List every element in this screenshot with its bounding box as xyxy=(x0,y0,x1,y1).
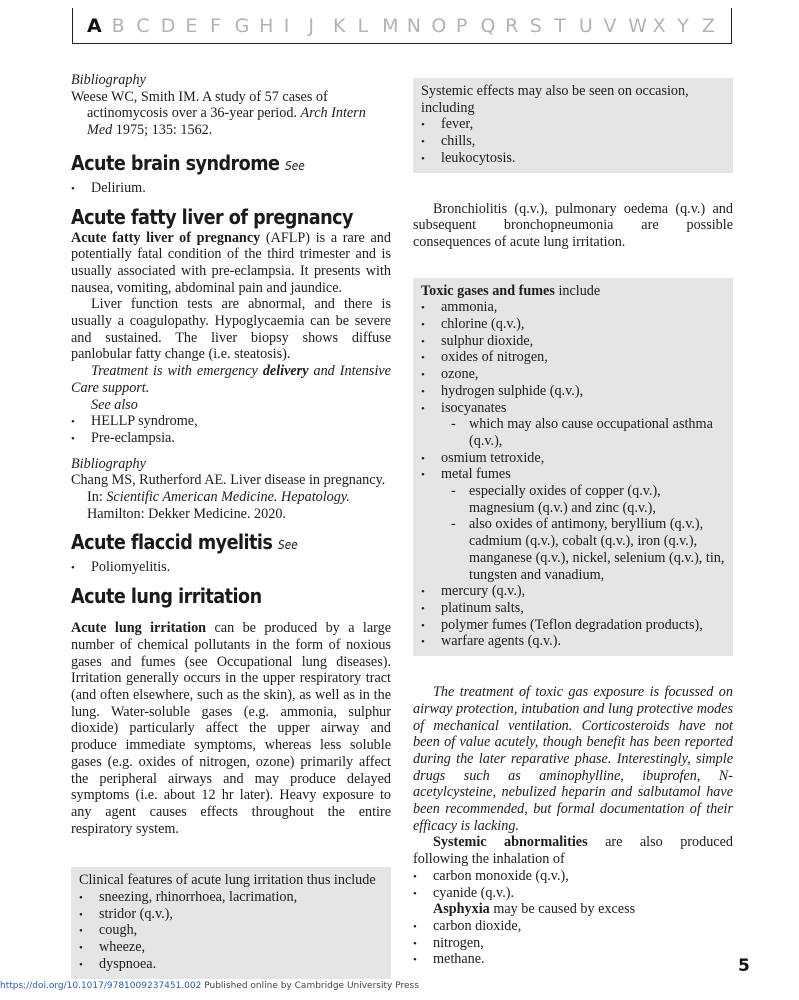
sub-list-item: - which may also cause occupational asthma (q.v.), xyxy=(441,416,725,449)
alphabet-letter-g[interactable]: G xyxy=(234,14,250,37)
alphabet-letter-k[interactable]: K xyxy=(332,14,346,37)
list-item: • hydrogen sulphide (q.v.), xyxy=(421,383,725,400)
list-item: • mercury (q.v.), xyxy=(421,583,725,600)
alphabet-letter-y[interactable]: Y xyxy=(677,14,689,37)
toxic-gases-box xyxy=(413,278,733,656)
alphabet-letter-n[interactable]: N xyxy=(406,14,421,37)
see-reference: See xyxy=(277,538,298,553)
see-also-label: See also xyxy=(91,396,138,413)
alphabet-letter-q[interactable]: Q xyxy=(480,14,496,37)
fatty-paragraph-2: Liver function tests are abnormal, and there is usually a coagulopathy. Hypoglycaemia can be severe and sustained. The liver biopsy shows diffuse panlobular fatty change (i.e. steatosis). xyxy=(71,296,391,363)
entry-heading-acute-brain-syndrome xyxy=(71,151,353,178)
box-intro: Clinical features of acute lung irritation thus include xyxy=(79,872,376,889)
bib-book-title: Scientific American Medicine. Hepatology. xyxy=(106,489,350,506)
list-item: • ozone, xyxy=(421,366,725,383)
alphabet-letter-c[interactable]: C xyxy=(136,14,150,37)
sub-list xyxy=(441,416,725,449)
sub-list-item: - also oxides of antimony, beryllium (q.v.), cadmium (q.v.), cobalt (q.v.), iron (q.v.), manganese (q.v.), nickel, selenium (q.v.), tin, tungsten and vanadium, xyxy=(441,516,725,583)
paragraph-text: may be caused by excess xyxy=(489,901,636,918)
inhalation-list xyxy=(413,868,733,901)
alphabet-index-bar xyxy=(72,8,732,44)
asphyxia-list xyxy=(413,918,733,968)
see-reference: See xyxy=(285,158,305,173)
list-item: • leukocytosis. xyxy=(421,150,725,167)
heading-title: Acute lung irritation xyxy=(71,584,262,609)
systemic-effects-list xyxy=(421,116,725,166)
list-item: • chlorine (q.v.), xyxy=(421,316,725,333)
heading-title: Acute brain syndrome xyxy=(71,150,280,175)
list-item: • dyspnoea. xyxy=(79,956,383,973)
paragraph-text: Treatment is with emergency xyxy=(91,363,263,380)
bold-term: delivery xyxy=(262,363,309,380)
list-item: • chills, xyxy=(421,133,725,150)
alphabet-letter-h[interactable]: H xyxy=(259,14,274,37)
list-item: • cyanide (q.v.). xyxy=(413,885,733,902)
paragraph-text: are also produced following the inhalation of xyxy=(413,834,733,868)
bibliography-entry xyxy=(71,89,391,139)
lung-paragraph xyxy=(71,620,391,837)
entry-heading-acute-flaccid-myelitis xyxy=(71,530,353,557)
alphabet-letter-p[interactable]: P xyxy=(455,14,468,37)
list-item: • sneezing, rhinorrhoea, lacrimation, xyxy=(79,889,383,906)
box-intro xyxy=(421,283,725,300)
list-item: • carbon dioxide, xyxy=(413,918,733,935)
box-intro: Systemic effects may also be seen on occasion, including xyxy=(421,83,689,116)
paragraph-text: and Intensive Care support. xyxy=(71,363,391,396)
list-item: • polymer fumes (Teflon degradation products), xyxy=(421,617,725,634)
alphabet-letter-r[interactable]: R xyxy=(505,14,519,37)
entry-heading-acute-fatty-liver xyxy=(71,205,353,229)
list-item: • stridor (q.v.), xyxy=(79,906,383,923)
alphabet-letter-l[interactable]: L xyxy=(357,14,369,37)
alphabet-letter-f[interactable]: F xyxy=(209,14,221,37)
bib-text: In: xyxy=(87,489,107,506)
treatment-paragraph: The treatment of toxic gas exposure is focussed on airway protection, intubation and lung protective modes of mechanical ventilation. Corticosteroids have not been of value acutely, though benefit has been reported during the later reparative phase. Interestingly, simple drugs such as aminophylline, ibuprofen, N-acetylcysteine, nebulized heparin and salbutamol have been recommended, but formal documentation of their efficacy is lacking. xyxy=(413,684,733,834)
list-item: • nitrogen, xyxy=(413,935,733,952)
clinical-features-list xyxy=(79,889,383,973)
alphabet-letter-j[interactable]: J xyxy=(308,14,314,37)
fatty-paragraph-1 xyxy=(71,230,391,297)
bib-details: 1975; 135: 1562. xyxy=(112,122,213,139)
alphabet-letter-i[interactable]: I xyxy=(283,14,290,37)
list-item-text: isocyanates xyxy=(441,399,507,416)
sub-list-item: - especially oxides of copper (q.v.), magnesium (q.v.) and zinc (q.v.), xyxy=(441,483,725,516)
bold-term: Systemic abnormalities xyxy=(433,834,588,851)
alphabet-letter-o[interactable]: O xyxy=(431,14,447,37)
alphabet-letter-a[interactable]: A xyxy=(87,14,102,37)
alphabet-letter-s[interactable]: S xyxy=(529,14,542,37)
publisher-note: Published online by Cambridge University Press xyxy=(201,981,419,991)
paragraph-text: (AFLP) is a rare and potentially fatal condition of the third trimester and is usually associated with pre-eclampsia. It presents with nausea, vomiting, abdominal pain and jaundice. xyxy=(71,229,391,296)
alphabet-letter-z[interactable]: Z xyxy=(701,14,715,37)
list-item: • ammonia, xyxy=(421,299,725,316)
list-item: • fever, xyxy=(421,116,725,133)
list-item: • platinum salts, xyxy=(421,600,725,617)
fatty-see-also-list xyxy=(71,413,391,446)
heading-title: Acute flaccid myelitis xyxy=(71,530,273,555)
alphabet-letter-w[interactable]: W xyxy=(628,14,647,37)
bold-term: Asphyxia xyxy=(433,901,490,918)
list-item: • warfare agents (q.v.). xyxy=(421,633,725,650)
heading-title: Acute fatty liver of pregnancy xyxy=(71,204,353,229)
alphabet-letter-t[interactable]: T xyxy=(554,14,566,37)
paragraph-text: can be produced by a large number of chemical pollutants in the form of noxious gases and fumes (see Occupational lung diseases). Irritation generally occurs in the upper respiratory tract (and often elsewhere, such as the skin), as well as in the lung. Water-soluble gases (e.g. ammonia, sulphur dioxide) particularly affect the upper airway and produce immediate symptoms, whereas less soluble gases (e.g. oxides of nitrogen, ozone) primarily affect the peripheral airways and may produce delayed symptoms (i.e. about 12 hr later). Heavy exposure to any agent causes effects throughout the entire respiratory system. xyxy=(71,620,392,837)
alphabet-letter-u[interactable]: U xyxy=(578,14,593,37)
list-item: • Delirium. xyxy=(71,180,391,197)
systemic-abnormalities-paragraph xyxy=(413,834,733,867)
alphabet-letter-v[interactable]: V xyxy=(603,14,617,37)
toxic-gases-list xyxy=(421,299,725,650)
list-item: • oxides of nitrogen, xyxy=(421,349,725,366)
list-item: • carbon monoxide (q.v.), xyxy=(413,868,733,885)
bold-term: Toxic gases and fumes xyxy=(421,282,555,299)
list-item: • sulphur dioxide, xyxy=(421,333,725,350)
list-item xyxy=(421,466,725,583)
bold-term: Acute fatty liver of pregnancy xyxy=(71,229,261,246)
bold-term: Acute lung irritation xyxy=(71,620,207,637)
left-column xyxy=(71,72,391,979)
footer-citation xyxy=(0,981,419,991)
systemic-effects-box xyxy=(413,78,733,173)
bibliography-entry-line xyxy=(71,489,391,506)
list-item xyxy=(421,400,725,450)
alphabet-letter-e[interactable]: E xyxy=(185,14,198,37)
alphabet-letter-x[interactable]: X xyxy=(652,14,666,37)
alphabet-letter-d[interactable]: D xyxy=(160,14,176,37)
list-item: • HELLP syndrome, xyxy=(71,413,391,430)
doi-link[interactable]: https://doi.org/10.1017/9781009237451.002 xyxy=(0,981,202,991)
clinical-features-box xyxy=(71,867,391,978)
bibliography-entry-line: Chang MS, Rutherford AE. Liver disease in pregnancy. xyxy=(71,472,386,489)
bibliography-label: Bibliography xyxy=(71,455,146,472)
list-item: • methane. xyxy=(413,951,733,968)
bibliography-entry-line: Hamilton: Dekker Medicine. 2020. xyxy=(87,505,286,522)
list-item: • osmium tetroxide, xyxy=(421,450,725,467)
bib-journal: Arch Intern Med xyxy=(87,105,366,139)
brain-see-list xyxy=(71,180,391,197)
list-item-text: metal fumes xyxy=(441,466,511,483)
entry-heading-acute-lung-irritation xyxy=(71,584,353,608)
asphyxia-paragraph xyxy=(413,901,733,918)
bibliography-label: Bibliography xyxy=(71,72,146,88)
alphabet-letter-m[interactable]: M xyxy=(382,14,399,37)
list-item: • cough, xyxy=(79,922,383,939)
right-column xyxy=(413,78,733,968)
bib-authors: Weese WC, Smith IM. A study of 57 cases of actinomycosis over a 36-year period. xyxy=(71,88,328,122)
bronchiolitis-paragraph: Bronchiolitis (q.v.), pulmonary oedema (q.v.) and subsequent bronchopneumonia are possible consequences of acute lung irritation. xyxy=(413,200,733,250)
sub-list xyxy=(441,483,725,583)
fatty-treatment xyxy=(71,363,391,396)
page-number: 5 xyxy=(738,956,750,976)
list-item: • Pre-eclampsia. xyxy=(71,430,391,447)
alphabet-letter-b[interactable]: B xyxy=(111,14,125,37)
list-item: • wheeze, xyxy=(79,939,383,956)
flaccid-see-list xyxy=(71,559,391,576)
list-item: • Poliomyelitis. xyxy=(71,559,391,576)
box-intro-text: include xyxy=(554,282,601,299)
